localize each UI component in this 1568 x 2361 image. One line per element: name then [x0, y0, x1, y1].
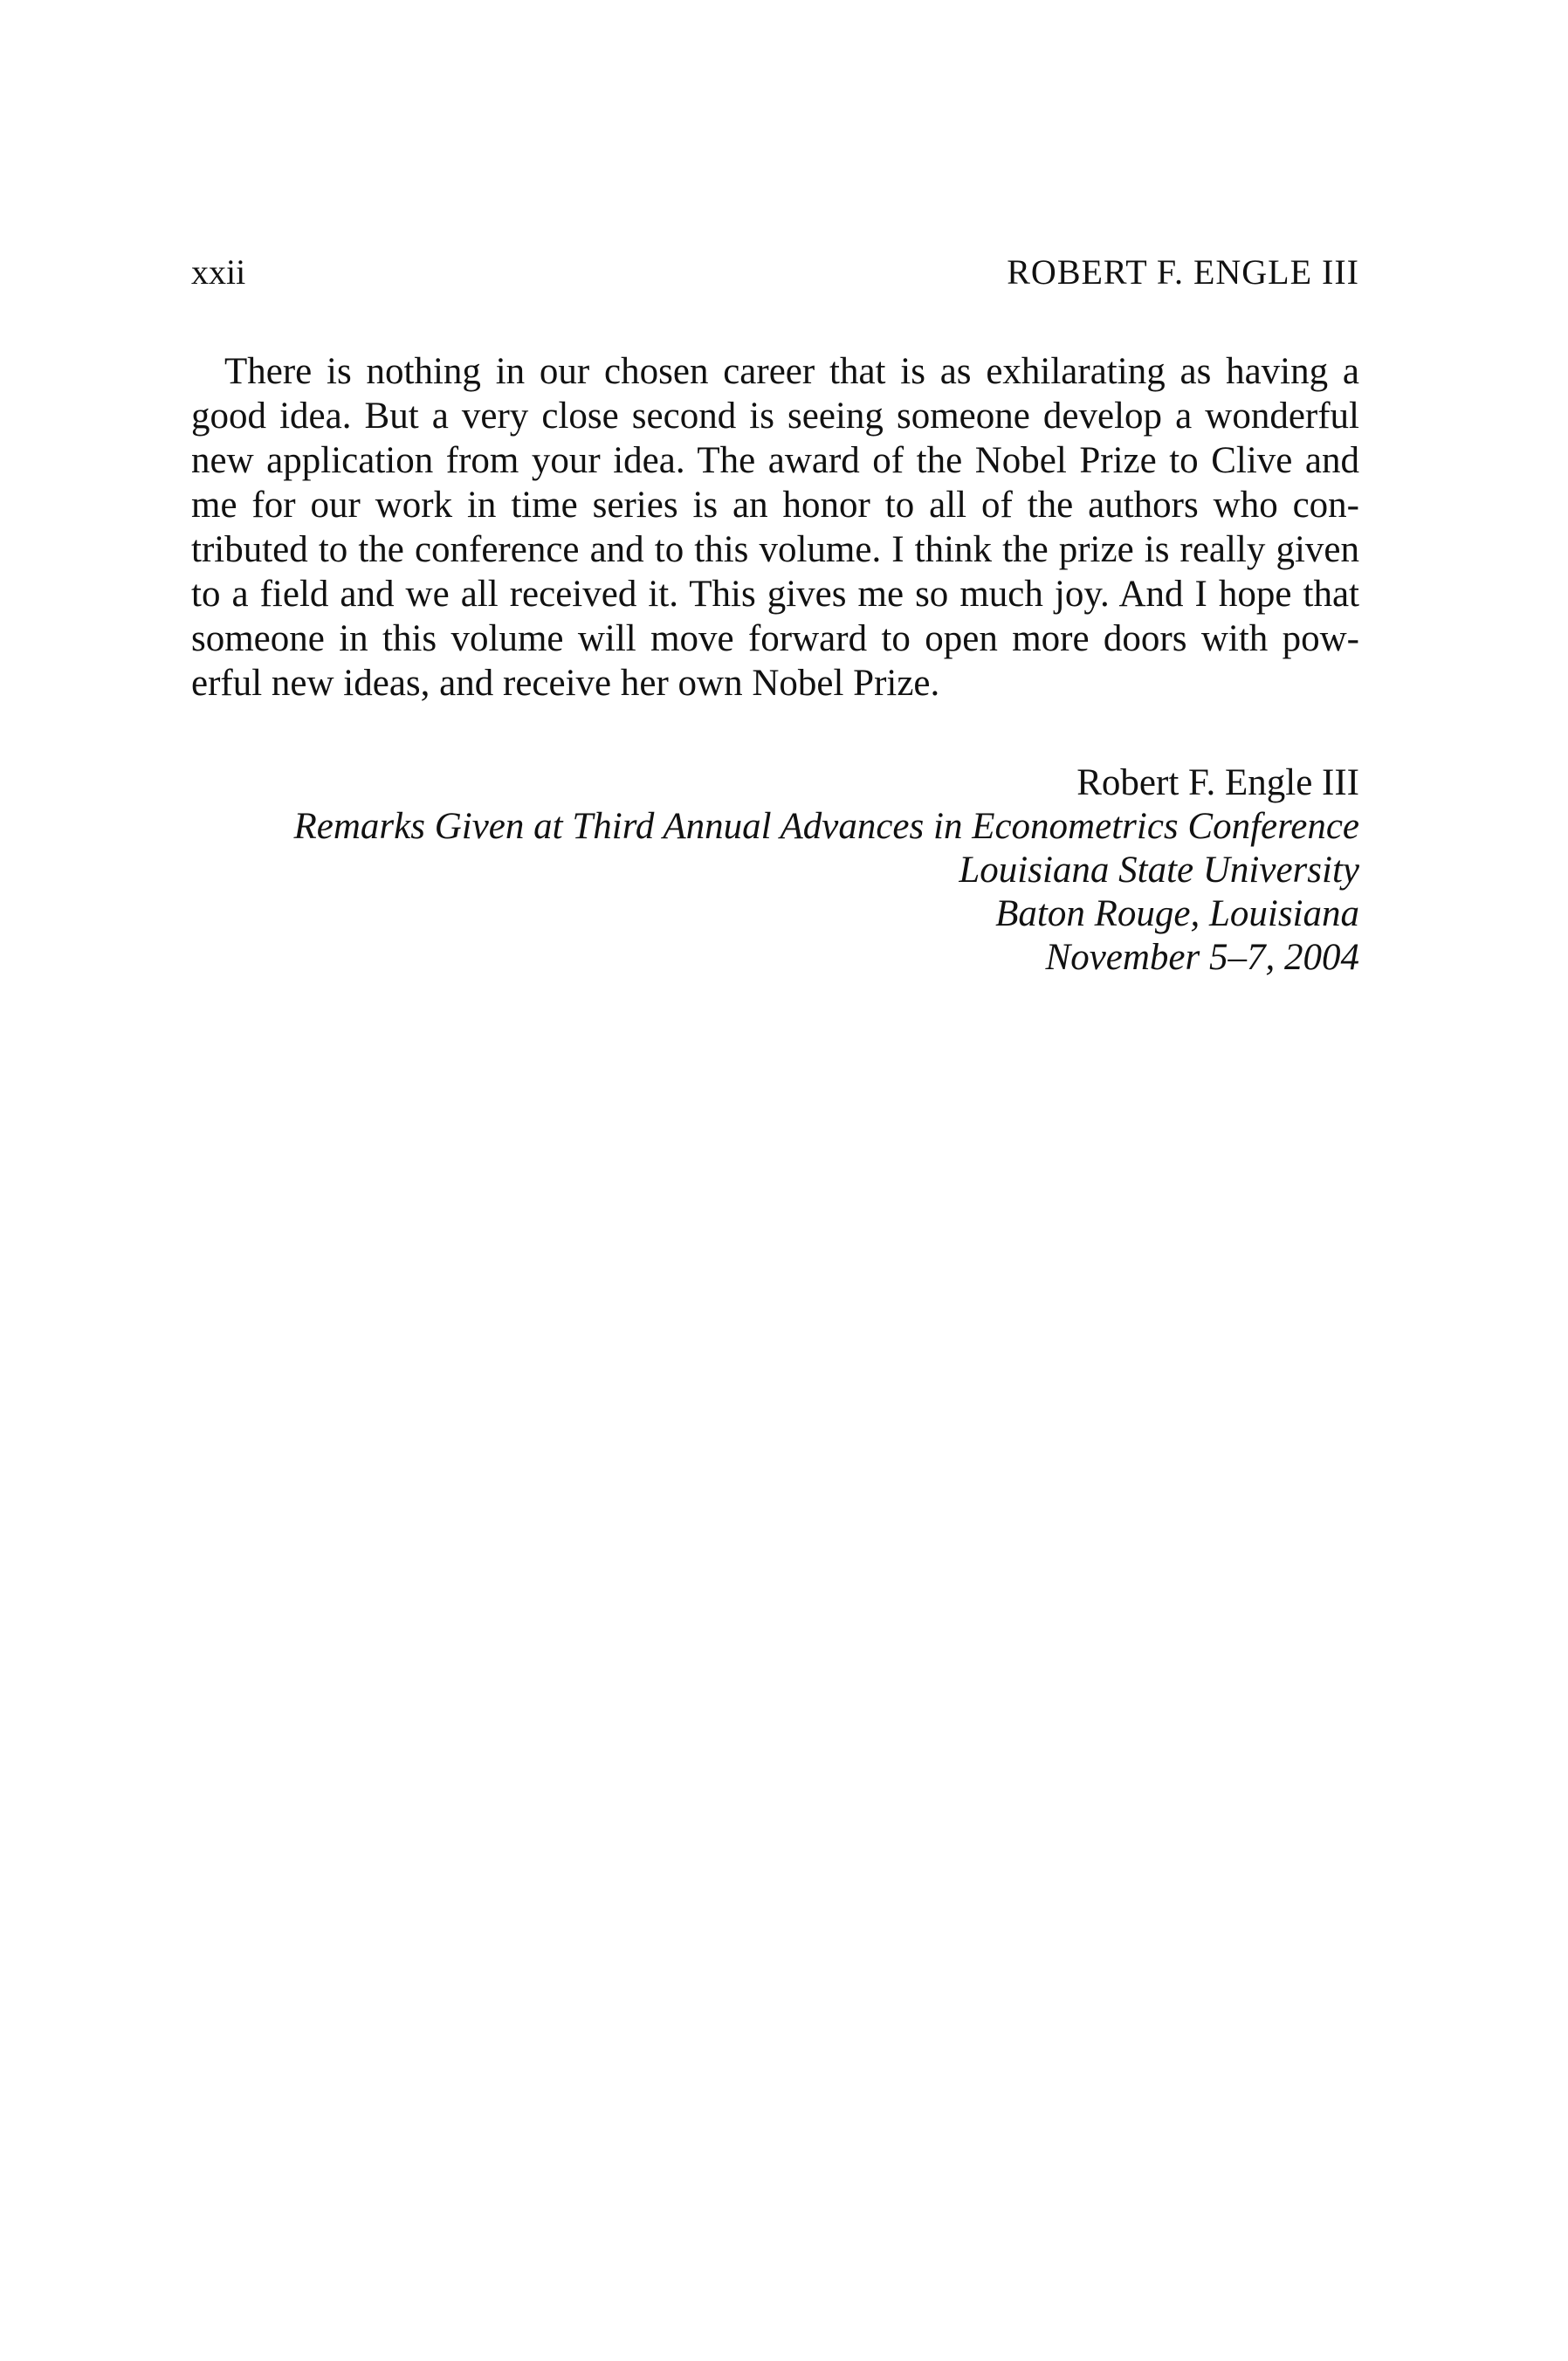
paragraph-line: good idea. But a very close second is seeing someone develop a wonderful	[191, 396, 1359, 437]
paragraph-line: new application from your idea. The award of the Nobel Prize to Clive and	[191, 440, 1359, 481]
date-line: November 5–7, 2004	[1045, 937, 1359, 978]
author-name: Robert F. Engle III	[1076, 762, 1359, 803]
running-head	[191, 246, 1359, 299]
occasion-line: Remarks Given at Third Annual Advances in Econometrics Conference	[293, 806, 1359, 847]
paragraph-line: to a field and we all received it. This gives me so much joy. And I hope that	[191, 574, 1359, 615]
body-paragraph	[191, 349, 1359, 706]
location-line: Baton Rouge, Louisiana	[995, 893, 1359, 934]
signature-block	[191, 761, 1359, 980]
paragraph-line: erful new ideas, and receive her own Nobel Prize.	[191, 663, 940, 704]
paragraph-line: someone in this volume will move forward to open more doors with pow-	[191, 618, 1359, 659]
paragraph-line: There is nothing in our chosen career that is as exhilarating as having a	[224, 351, 1359, 392]
institution-line: Louisiana State University	[959, 850, 1359, 891]
page-number: xxii	[191, 252, 246, 292]
paragraph-line: tributed to the conference and to this volume. I think the prize is really given	[191, 529, 1359, 570]
paragraph-line: me for our work in time series is an honor to all of the authors who con-	[191, 485, 1359, 526]
running-title: ROBERT F. ENGLE III	[1007, 252, 1359, 292]
